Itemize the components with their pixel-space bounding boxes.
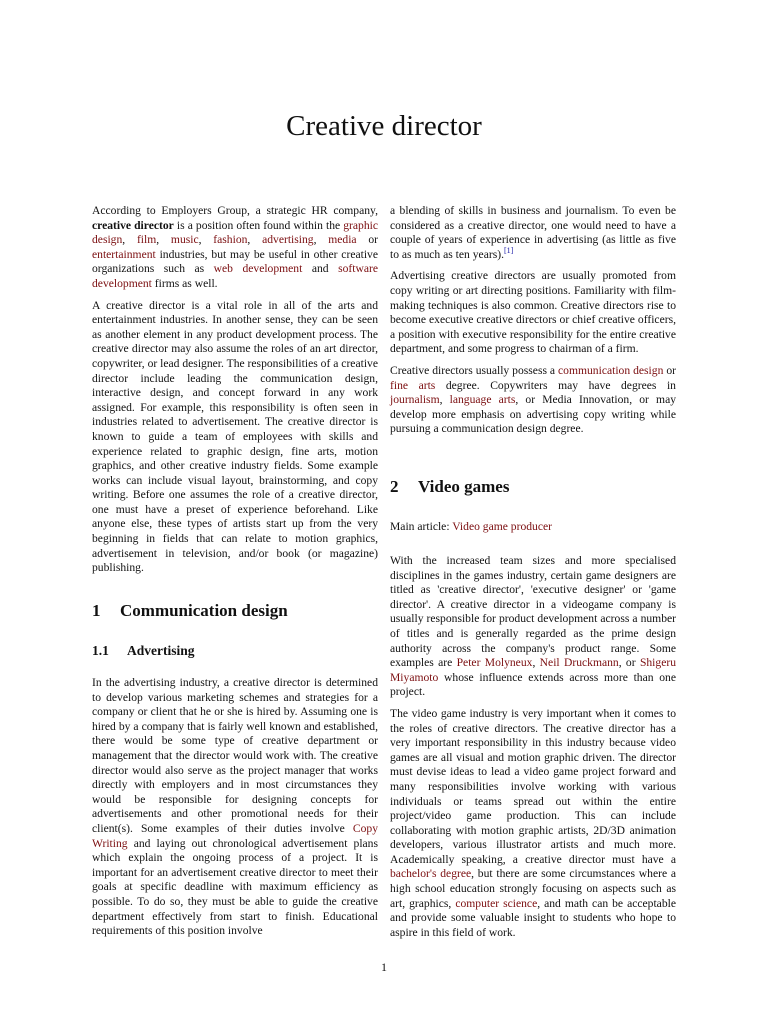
right-column (390, 204, 677, 939)
advertising-paragraph: In the advertising industry, a creative director is determined to develop various marketing schemes and strategies for a company or client that he or she is hired by. Assuming one is hired by a company that is fairly well known and established, there would be some type of creative department or management that the director would work with. The creative director would also serve as the project manager that works directly with employers and in most circumstances they would be responsible for designing concepts for advertisements and other promotional needs for their client(s). Some examples of their duties involve Copy Writing and laying out chronological advertisement plans which explain the ongoing process of a project. It is important for an advertisement creative director to meet their goals at specific deadline with maximum efficiency as possible. To do so, they must be able to guide the creative department effectively from start to finish. Educational requirements of this position involve (92, 676, 378, 938)
link-web-development[interactable]: web development (213, 262, 303, 276)
team-size-paragraph: With the increased team sizes and more specialised disciplines in the games industry, certain game designers are titled as 'creative director', 'executive designer' or 'game director'. A creative director in a videogame company is usually responsible for product development across a number of titles and is generally regarded as the prime design authority across the company's product range. Some examples are Peter Molyneux, Neil Druckmann, or Shigeru Miyamoto whose influence extends across more than one project. (390, 554, 677, 699)
degree-paragraph: Creative directors usually possess a communication design or fine arts degree. Copywriters may have degrees in journalism, language arts, or Media Innovation, or may develop more emphasis on advertising copy writing while pursuing a communication design degree. (390, 363, 677, 436)
page-number: 1 (381, 960, 387, 974)
bold-term: creative director (92, 218, 174, 232)
main-article-note: Main article: Video game producer (390, 520, 552, 533)
link-journalism[interactable]: journalism (390, 393, 440, 407)
reference-link[interactable]: [1] (503, 245, 514, 255)
page-title: Creative director (286, 110, 482, 142)
link-video-game-producer[interactable]: Video game producer (452, 520, 552, 533)
link-language-arts[interactable]: language arts (449, 393, 516, 407)
link-media[interactable]: media (328, 233, 357, 247)
link-fine-arts[interactable]: fine arts (390, 378, 436, 392)
promotion-paragraph: Advertising creative directors are usually promoted from copy writing or art directing positions. Familiarity with film-making techniques is also common. Creative directors rise to become executive creative directors or chief creative officers, a position with executive responsibility for the entire creative department, and some progress to chairman of a firm. (390, 269, 676, 356)
link-fashion[interactable]: fashion (213, 233, 248, 247)
left-column (92, 204, 379, 938)
industry-paragraph: The video game industry is very important when it comes to the roles of creative directors. The creative director has a very important responsibility in this industry because video games are all visual and motion graphic driven. The director must devise ideas to lead a video game project forward and many responsibilities involve working with various individuals or teams spread out within the entire project/video game production. This can include collaborating with motion graphic artists, 2D/3D animation developers, various illustrator artists and much more. Academically speaking, a creative director must have a bachelor's degree, but there are some circumstances where a high school education strongly focusing on aspects such as art, graphics, computer science, and math can be acceptable and provide some valuable insight to students who hope to aspire in this field of work. (390, 706, 676, 939)
link-copy-writing[interactable]: Copy Writing (92, 821, 378, 850)
link-computer-science[interactable]: computer science (455, 896, 538, 910)
link-film[interactable]: film (136, 233, 157, 247)
link-advertising[interactable]: advertising (262, 233, 314, 247)
video-games-body (390, 554, 676, 947)
link-entertainment[interactable]: entertainment (92, 247, 156, 261)
link-bachelors-degree[interactable]: bachelor's degree (390, 867, 472, 881)
link-peter-molyneux[interactable]: Peter Molyneux (456, 656, 533, 670)
section-heading-communication-design: 1 Communication design (92, 601, 288, 620)
link-software-development[interactable]: software development (92, 262, 378, 290)
link-communication-design[interactable]: communication design (558, 363, 664, 377)
subsection-heading-advertising: 1.1 Advertising (92, 643, 195, 658)
intro-paragraph: According to Employers Group, a strategic HR company, creative director is a position often found within the graphic design, film, music, fashion, advertising, media or entertainment industries, but may be useful in other creative organizations such as web development and software development firms as well. (92, 204, 379, 290)
experience-paragraph: a blending of skills in business and journalism. To even be considered as a creative director, one would need to have a couple of years of experience in advertising (as little as five to as much as ten years).[1] (390, 204, 676, 261)
link-music[interactable]: music (170, 233, 199, 247)
role-paragraph: A creative director is a vital role in all of the arts and entertainment industries. In another sense, they can be seen as another element in any product development process. The creative director may also assume the roles of an art director, copywriter, or lead designer. The responsibilities of a creative director include leading the communication design, interactive design, and concept forward in any work assigned. For example, this responsibility is often seen in industries related to advertisement. The creative director is known to guide a team of employees with skills and experience related to graphic design, fine arts, motion graphics, and other creative industry fields. Some example works can include visual layout, brainstorming, and copy writing. Before one assumes the role of a creative director, one must have a preset of experience beforehand. Like anyone else, these types of artists start up from the very beginning in fields that can relate to motion graphics, advertisement in television, and/or book (or magazine) publishing. (92, 298, 378, 575)
link-shigeru-miyamoto[interactable]: Shigeru Miyamoto (390, 656, 677, 684)
section-heading-video-games: 2 Video games (390, 477, 510, 496)
link-neil-druckmann[interactable]: Neil Druckmann (539, 656, 619, 670)
link-graphic-design[interactable]: graphic design (92, 218, 379, 247)
